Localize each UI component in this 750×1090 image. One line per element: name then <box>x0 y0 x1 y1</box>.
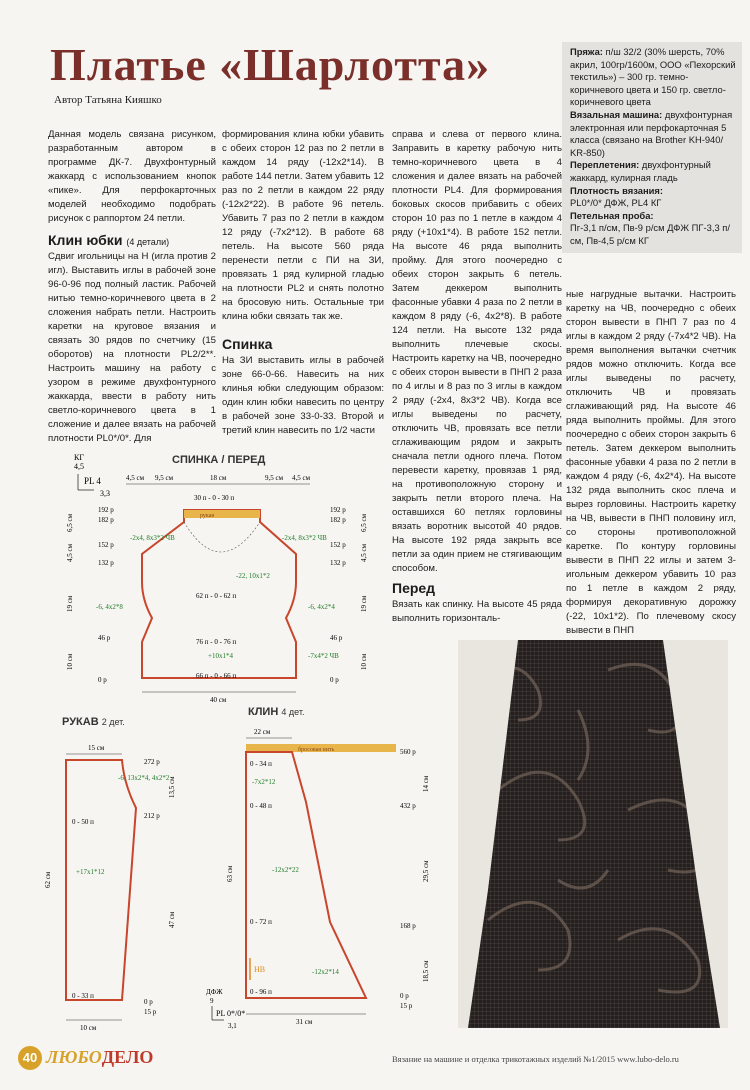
row-r-182: 182 р <box>330 516 346 524</box>
wedge-hv: НВ <box>254 965 266 974</box>
back-diagram-title: СПИНКА / ПЕРЕД <box>172 454 266 466</box>
top-dim-5: 4,5 см <box>292 474 311 482</box>
top-dim-2: 9,5 см <box>155 474 174 482</box>
center-st-2: 76 п - 0 - 76 п <box>196 638 237 646</box>
kg-label: КГ <box>74 453 84 462</box>
sleeve-row-15: 15 р <box>144 1008 157 1016</box>
sleeve-row-212: 212 р <box>144 812 160 820</box>
band-label: рукав <box>200 513 215 519</box>
row-l-46: 46 р <box>98 634 111 642</box>
row-r-152: 152 р <box>330 541 346 549</box>
back-heading: Спинка <box>222 336 273 352</box>
sleeve-band <box>184 510 260 518</box>
sleeve-incr: +17х1*12 <box>76 868 105 876</box>
wedge-count: 4 дет. <box>281 707 305 717</box>
h-left-1: 6,5 см <box>66 513 74 532</box>
h-right-3: 19 см <box>360 595 368 612</box>
shape-r-1: -2х4, 8х3*2 ЧВ <box>282 534 327 542</box>
wedge-decr-2: -12х2*22 <box>272 866 299 874</box>
wedge-decr-1: -7х2*12 <box>252 778 276 786</box>
weave-text: двухфонтурный жаккард, кулирная гладь <box>570 159 711 183</box>
sleeve-row-272: 272 р <box>144 758 160 766</box>
yarn-label: Пряжа: <box>570 46 603 57</box>
row-l-132: 132 р <box>98 559 114 567</box>
row-l-0: 0 р <box>98 676 107 684</box>
wedge-diagram <box>206 722 456 1040</box>
sleeve-h-1: 13,5 см <box>168 776 176 798</box>
weave-label: Переплетения: <box>570 159 640 171</box>
density-text: PL0*/0* ДФЖ, PL4 КГ <box>570 197 662 209</box>
test-label: Петельная проба: <box>570 209 654 221</box>
wedge-row-15: 15 р <box>400 1002 413 1010</box>
row-l-192: 192 р <box>98 506 114 514</box>
col3-text1: справа и слева от первого клина. Заправить в каретку рабочую нить темно-коричневого цвета в 4 сложения и далее вязать на рабочей плотности PL4. Для формирования боковых скосов прибавить с обеих сторон 10 раз по 1 петле в каждом 4 ряду (+10х1*4). В работе 152 петли. На высоте 46 ряда выполнить пройму. Для этого поочередно с обеих сторон закрыть 6 петель. Затем деккером выполнить фасонные убавки 4 раза по 2 петли в каждом 8 ряду (-6, 4х2*8). В работе 124 петли. На высоте 132 ряда выполнить плечевые скосы. Настроить каретку на ЧВ, поочередно с обеих сторон вывести в ПНП 2 раза по 4 иглы и 8 раз по 3 иглы в каждом 2 ряду (-2х4, 8х3*2 ЧВ). Когда все иглы выведены по расчету, отключить ЧВ, провязать все петли сглаживающим рядом и закрыть сначала петли одного плеча. Потом перевести каретку, провязав 1 ряд, на противоположную сторону и закрыть петли второго плеча. На оставшихся 60 петлях горловины вязать воротник высотой 40 рядов. На высоте 192 ряда закрыть все петли за один прием не стягивающим способом. <box>392 129 562 574</box>
row-l-182: 182 р <box>98 516 114 524</box>
sleeve-cap: -6, 13х2*4, 4х2*2 <box>118 774 170 782</box>
materials-box <box>562 42 742 253</box>
width-label: 40 см <box>210 696 227 704</box>
top-stitches: 30 п - 0 - 30 п <box>194 494 235 502</box>
shape-armhole-l: -6, 4х2*8 <box>96 603 123 611</box>
col2-text1: формирования клина юбки убавить с обеих сторон 12 раз по 2 петли в каждом 14 ряду (-12х2*14). В работе 144 петли. Затем убавить 12 раз по 2 петли в каждом 22 ряду (-12х2*22). В работе 96 петель. Убавить 7 раз по 2 петли в каждом 12 ряду (-7х2*12). В работе 68 петель. На высоте 560 ряда перенести петли с ПИ на ЗИ, провязать 1 ряд кулирной гладью на плотности PL2 и снять полотно на бросовую нить. Остальные три клина юбки связать так же. <box>222 129 384 322</box>
kg-value: 4,5 <box>74 462 84 471</box>
wedge-decr-3: -12х2*14 <box>312 968 339 976</box>
wedge-row-0: 0 р <box>400 992 409 1000</box>
wedge-top-width: 22 см <box>254 728 271 736</box>
logo-part-b: ДЕЛО <box>101 1047 154 1067</box>
pl-label: PL 4 <box>84 476 101 486</box>
sleeve-total: 62 см <box>44 871 52 888</box>
skirt-title: Клин юбки <box>48 232 123 248</box>
magazine-logo <box>46 1047 153 1068</box>
wedge-bottom-width: 31 см <box>296 1018 313 1026</box>
wedge-row-560: 560 р <box>400 748 416 756</box>
article-title: Платье «Шарлотта» <box>50 39 491 90</box>
pl-value: 3,3 <box>100 489 110 498</box>
sleeve-count: 2 дет. <box>101 717 125 727</box>
intro-paragraph: Данная модель связана рисунком, разработанным автором в программе ДК-7. Двухфонтурный жаккард с использованием кнопок «пике». Для перфокарточных моделей необходимо подобрать рисунок с раппортом 24 петли. <box>48 129 216 224</box>
row-l-152: 152 р <box>98 541 114 549</box>
machine-label: Вязальная машина: <box>570 108 663 120</box>
wedge-row-168: 168 р <box>400 922 416 930</box>
jacquard-pattern-chart <box>458 640 728 1028</box>
sleeve-heading <box>62 716 125 728</box>
wedge-st-3: 0 - 72 п <box>250 918 272 926</box>
row-r-192: 192 р <box>330 506 346 514</box>
sleeve-st-2: 0 - 33 п <box>72 992 94 1000</box>
back-front-diagram <box>60 452 390 712</box>
shape-l-1: -2х4, 8х3*2 ЧВ <box>130 534 175 542</box>
sleeve-title: РУКАВ <box>62 716 99 728</box>
h-right-2: 4,5 см <box>360 543 368 562</box>
wedge-st-1: 0 - 34 п <box>250 760 272 768</box>
col2-text2: На ЗИ выставить иглы в рабочей зоне 66-0-66. Навесить на них клинья юбки следующим образом: один клин юбки навесить по центру в рабочей зоне 33-0-33. Второй и третий клин навесить по 1/2 части <box>222 355 384 436</box>
sleeve-st-1: 0 - 50 п <box>72 818 94 826</box>
machine-text: двухфонтурная электронная или перфокарточная 5 класса (связано на Brother KH-940/ KR-850) <box>570 108 733 158</box>
skirt-count: (4 детали) <box>126 237 170 247</box>
center-st-1: 62 п - 0 - 62 п <box>196 592 237 600</box>
top-dim-4: 9,5 см <box>265 474 284 482</box>
wedge-h-1: 14 см <box>422 775 430 792</box>
wedge-dfzh: ДФЖ <box>206 988 223 996</box>
wedge-h-2: 29,5 см <box>422 860 430 882</box>
sleeve-top-width: 15 см <box>88 744 105 752</box>
top-dim-3: 18 см <box>210 474 227 482</box>
col3-text2: Вязать как спинку. На высоте 45 ряда выполнить горизонталь- <box>392 599 562 624</box>
wedge-heading <box>248 706 304 718</box>
wedge-total: 63 см <box>226 865 234 882</box>
author-line: Автор Татьяна Кияшко <box>54 94 162 106</box>
wedge-h-3: 18,5 см <box>422 960 430 982</box>
h-left-4: 10 см <box>66 653 74 670</box>
center-st-3: 66 п - 0 - 66 п <box>196 672 237 680</box>
sleeve-row-0: 0 р <box>144 998 153 1006</box>
shape-dart: -7х4*2 ЧВ <box>308 652 339 660</box>
footer-text: Вязание на машине и отделка трикотажных изделий №1/2015 www.lubo-delo.ru <box>392 1054 679 1064</box>
h-left-2: 4,5 см <box>66 543 74 562</box>
wedge-band-label: бросовая нить <box>298 747 335 753</box>
skirt-text: Сдвиг игольницы на Н (игла против 2 игл). Выставить иглы в рабочей зоне 96-0-96 под полный ластик. Рабочей нитью темно-коричневого цвета в 2 сложения набрать петли. Настроить каретки на круговое вязания и связать 30 рядов по счетчику (15 оборотов) на плотности PL2/2**. Настроить машину на работу с узором в режиме двухфонтурного жаккарда, ввести в работу нить светло-коричневого цвета в 1 сложение и далее вязать на рабочей плотности PL0*/0*. Для <box>48 251 216 444</box>
logo-part-a: ЛЮБО <box>46 1047 102 1067</box>
h-right-4: 10 см <box>360 653 368 670</box>
sleeve-bottom-width: 10 см <box>80 1024 97 1032</box>
h-left-3: 19 см <box>66 595 74 612</box>
density-label: Плотность вязания: <box>570 184 663 196</box>
wedge-pl-val: 3,1 <box>228 1022 237 1030</box>
test-text: Пг-3,1 п/см, Пв-9 р/см ДФЖ ПГ-3,3 п/см, Пв-4,5 р/см КГ <box>570 222 730 246</box>
wedge-row-432: 432 р <box>400 802 416 810</box>
pattern-swirls <box>458 640 728 1028</box>
top-dim-1: 4,5 см <box>126 474 145 482</box>
yarn-text: п/ш 32/2 (30% шерсть, 70% акрил, 100гр/1600м, ООО «Пехорский текстиль») – 300 гр. темно-коричневого цвета и 150 гр. светло-коричневого цвета <box>570 46 736 108</box>
shape-armhole-r: -6, 4х2*4 <box>308 603 335 611</box>
wedge-dfzh-val: 9 <box>210 997 214 1005</box>
shape-neck: -22, 10х1*2 <box>236 572 270 580</box>
wedge-st-4: 0 - 96 п <box>250 988 272 996</box>
front-heading: Перед <box>392 580 436 596</box>
wedge-pl: PL 0*/0* <box>216 1009 246 1018</box>
shape-incr: +10х1*4 <box>208 652 233 660</box>
h-right-1: 6,5 см <box>360 513 368 532</box>
row-r-46: 46 р <box>330 634 343 642</box>
col4-text: ные нагрудные вытачки. Настроить каретку на ЧВ, поочередно с обеих сторон вывести в ПНП 7 раз по 4 иглы в каждом 2 ряду (-7х4*2 ЧВ). На время выполнения вытачки счетчик рядов можно отключить. Когда все иглы выведены по расчету, отключить ЧВ и провязать сглаживающий ряд. На высоте 46 ряда выполнить проймы. Для этого поочередно с обеих сторон закрыть 6 петель. Затем деккером выполнить фасонные убавки 4 раза по 2 петли в каждом 4 ряду (-6, 4х2*4). На высоте 132 ряда выполнить скос плеча и вырез горловины. Настроить каретку на ЧВ, вывести в ПНП половину игл, со стороны противоположной каретке. По контуру горловины вывести в ПНП 22 иглы и затем 3-игольным деккером убавить 10 раз по 1 петле в каждом 2 ряду, формируя декоративную дорожку (-22, 10х1*2). По плечевому скосу вывести в ПНП <box>566 289 736 636</box>
page-number: 40 <box>18 1046 42 1070</box>
row-r-132: 132 р <box>330 559 346 567</box>
wedge-st-2: 0 - 48 п <box>250 802 272 810</box>
skirt-heading <box>48 232 169 248</box>
wedge-title: КЛИН <box>248 706 279 718</box>
sleeve-h-2: 47 см <box>168 911 176 928</box>
row-r-0: 0 р <box>330 676 339 684</box>
